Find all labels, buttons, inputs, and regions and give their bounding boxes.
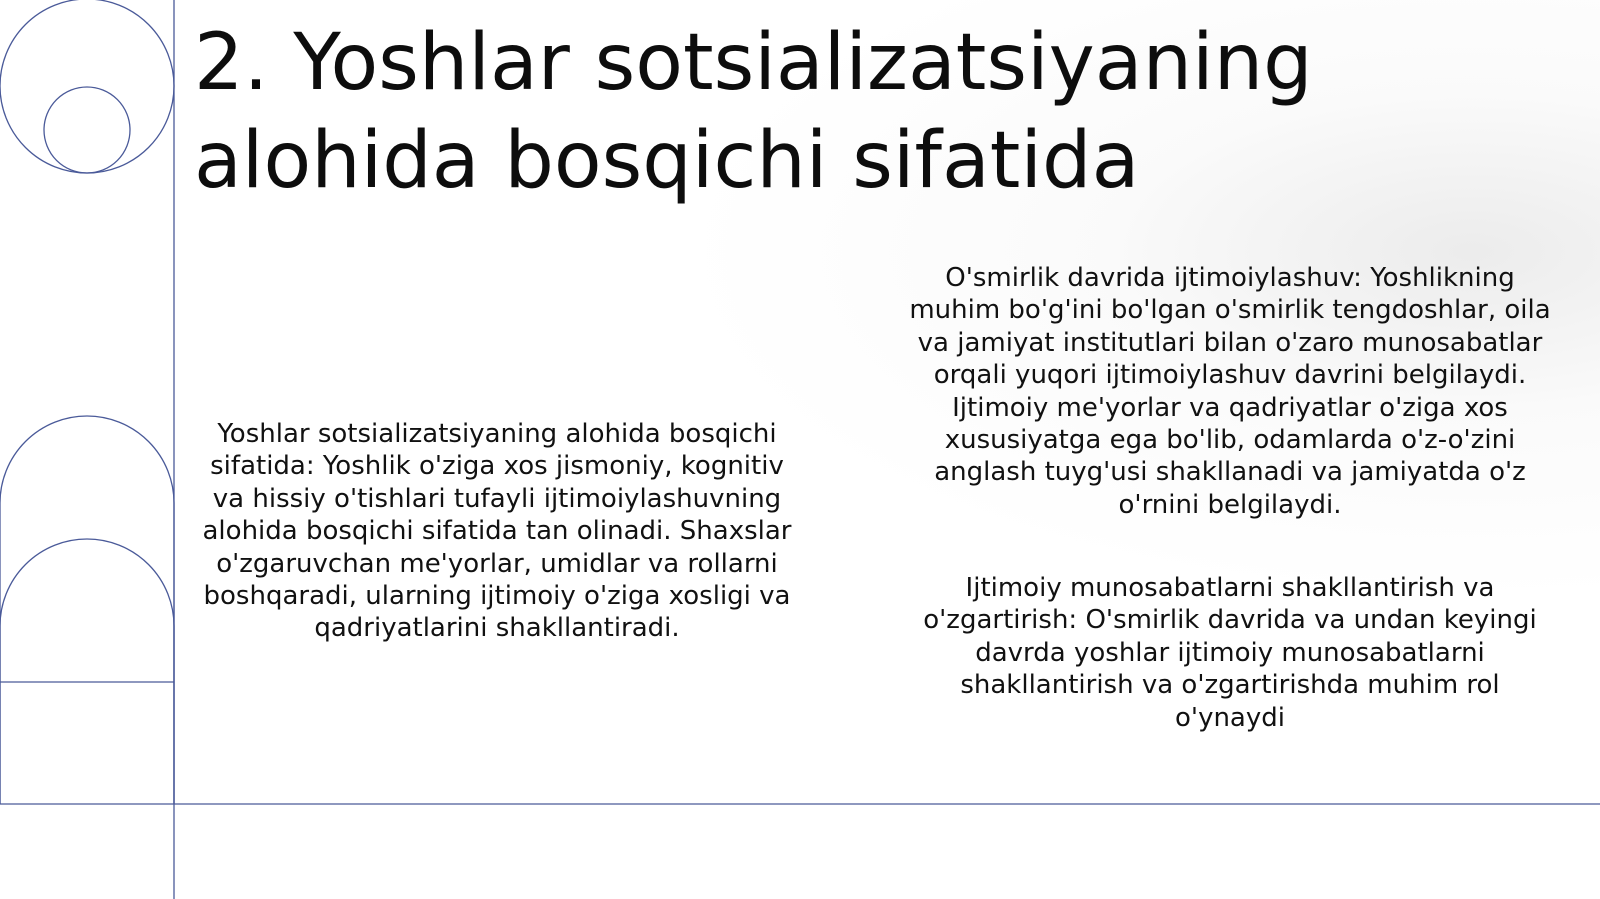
right-paragraph-top: O'smirlik davrida ijtimoiylashuv: Yoshlikning muhim bo'g'ini bo'lgan o'smirlik tengdoshlar, oila va jamiyat institutlari bilan o'zaro munosabatlar orqali yuqori ijtimoiylashuv davrini belgilaydi. Ijtimoiy me'yorlar va qadriyatlar o'ziga xos xususiyatga ega bo'lib, odamlarda o'z-o'zini anglash tuyg'usi shakllanadi va jamiyatda o'z o'rnini belgilaydi. [909,263,1551,520]
right-paragraph-bottom: Ijtimoiy munosabatlarni shakllantirish va o'zgartirish: O'smirlik davrida va undan keyingi davrda yoshlar ijtimoiy munosabatlarni shakllantirish va o'zgartirishda muhim rol o'ynaydi [923,573,1537,733]
upper-arch-shape [0,416,174,804]
left-paragraph: Yoshlar sotsializatsiyaning alohida bosqichi sifatida: Yoshlik o'ziga xos jismoniy, kognitiv va hissiy o'tishlari tufayli ijtimoiylashuvning alohida bosqichi sifatida tan olinadi. Shaxslar o'zgaruvchan me'yorlar, umidlar va rollarni boshqaradi, ularning ijtimoiy o'ziga xosligi va qadriyatlarini shakllantiradi. [202,419,792,644]
lower-arch-shape [0,539,174,804]
small-circle-shape [44,87,130,173]
slide-title: 2. Yoshlar sotsializatsiyaning alohida bosqichi sifatida [194,18,1313,206]
